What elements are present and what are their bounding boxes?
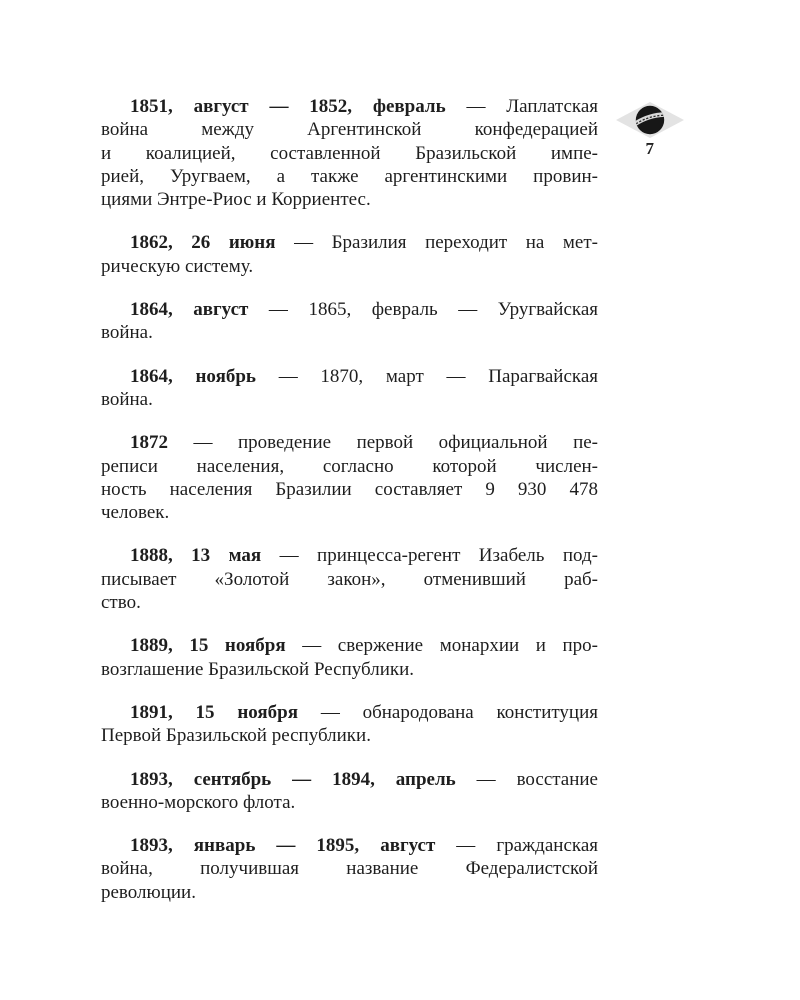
- paragraph-line: рией, Уругваем, а также аргентинскими провин-: [101, 165, 598, 187]
- paragraph-line: [101, 834, 598, 857]
- paragraph-line: [101, 95, 598, 118]
- page-header-mark: [610, 102, 690, 159]
- paragraph-line: [101, 701, 598, 724]
- paragraph-first-line-text: — 1865, февраль — Уругвайская: [248, 299, 598, 321]
- paragraph-line: ство.: [101, 592, 141, 614]
- paragraph-line: [101, 544, 598, 567]
- timeline-paragraph: [101, 544, 598, 614]
- content-area: [101, 95, 598, 904]
- paragraph-date: 1851, август — 1852, февраль: [130, 96, 446, 117]
- paragraph-line: [101, 298, 598, 321]
- paragraph-date: 1888, 13 мая: [130, 545, 262, 567]
- paragraph-line: война.: [101, 322, 153, 344]
- paragraph-date: 1864, ноябрь: [130, 365, 256, 387]
- paragraph-first-line-text: — проведение первой официальной пе-: [168, 432, 598, 454]
- paragraph-first-line-text: — Бразилия переходит на мет-: [275, 232, 598, 254]
- paragraph-line: возглашение Бразильской Республики.: [101, 658, 415, 680]
- timeline-paragraph: [101, 834, 598, 904]
- paragraph-date: 1872: [130, 432, 168, 454]
- paragraph-date: 1893, сентябрь — 1894, апрель: [130, 768, 456, 790]
- paragraph-line: [101, 768, 598, 791]
- paragraph-line: рическую систему.: [101, 255, 254, 277]
- page-number: 7: [645, 139, 655, 158]
- timeline-paragraph: [101, 365, 598, 412]
- timeline-paragraph: [101, 701, 598, 748]
- paragraph-line: ность населения Бразилии составляет 9 930 478: [101, 478, 598, 500]
- paragraph-date: 1893, январь — 1895, август: [130, 835, 436, 857]
- paragraph-date: 1889, 15 ноября: [130, 635, 286, 657]
- paragraph-line: человек.: [101, 502, 170, 524]
- paragraph-date: 1891, 15 ноября: [130, 701, 299, 723]
- paragraph-line: писывает «Золотой закон», отменивший раб-: [101, 568, 598, 590]
- paragraph-first-line-text: — Лаплатская: [445, 96, 598, 117]
- paragraph-line: реписи населения, согласно которой числен-: [101, 455, 598, 477]
- paragraph-first-line-text: — принцесса-регент Изабель под-: [261, 545, 598, 567]
- paragraph-date: 1864, август: [130, 299, 249, 321]
- paragraph-first-line-text: — обнародована конституция: [298, 701, 598, 723]
- paragraph-first-line-text: — свержение монархии и про-: [285, 635, 598, 657]
- paragraph-first-line-text: — восстание: [455, 768, 598, 790]
- timeline-paragraph: [101, 298, 598, 345]
- paragraph-line: [101, 365, 598, 388]
- paragraph-line: революции.: [101, 881, 196, 903]
- timeline-paragraph: [101, 634, 598, 681]
- timeline-paragraph: [101, 768, 598, 815]
- timeline-paragraph: [101, 231, 598, 278]
- brazil-flag-diamond-globe-icon: [616, 102, 684, 138]
- paragraph-line: [101, 431, 598, 454]
- paragraph-first-line-text: — 1870, март — Парагвайская: [255, 365, 598, 387]
- paragraph-line: циями Энтре-Риос и Корриентес.: [101, 189, 371, 211]
- paragraph-first-line-text: — гражданская: [435, 835, 599, 857]
- timeline-paragraph: [101, 95, 598, 211]
- paragraph-line: [101, 634, 598, 657]
- paragraph-line: и коалицией, составленной Бразильской импе-: [101, 142, 598, 164]
- paragraph-line: война.: [101, 388, 153, 410]
- paragraph-line: [101, 231, 598, 254]
- paragraph-line: Первой Бразильской республики.: [101, 725, 371, 747]
- paragraph-line: война, получившая название Федералистской: [101, 858, 598, 880]
- paragraph-date: 1862, 26 июня: [130, 232, 276, 254]
- paragraph-line: военно-морского флота.: [101, 791, 296, 813]
- paragraph-line: война между Аргентинской конфедерацией: [101, 119, 598, 141]
- timeline-paragraph: [101, 431, 598, 524]
